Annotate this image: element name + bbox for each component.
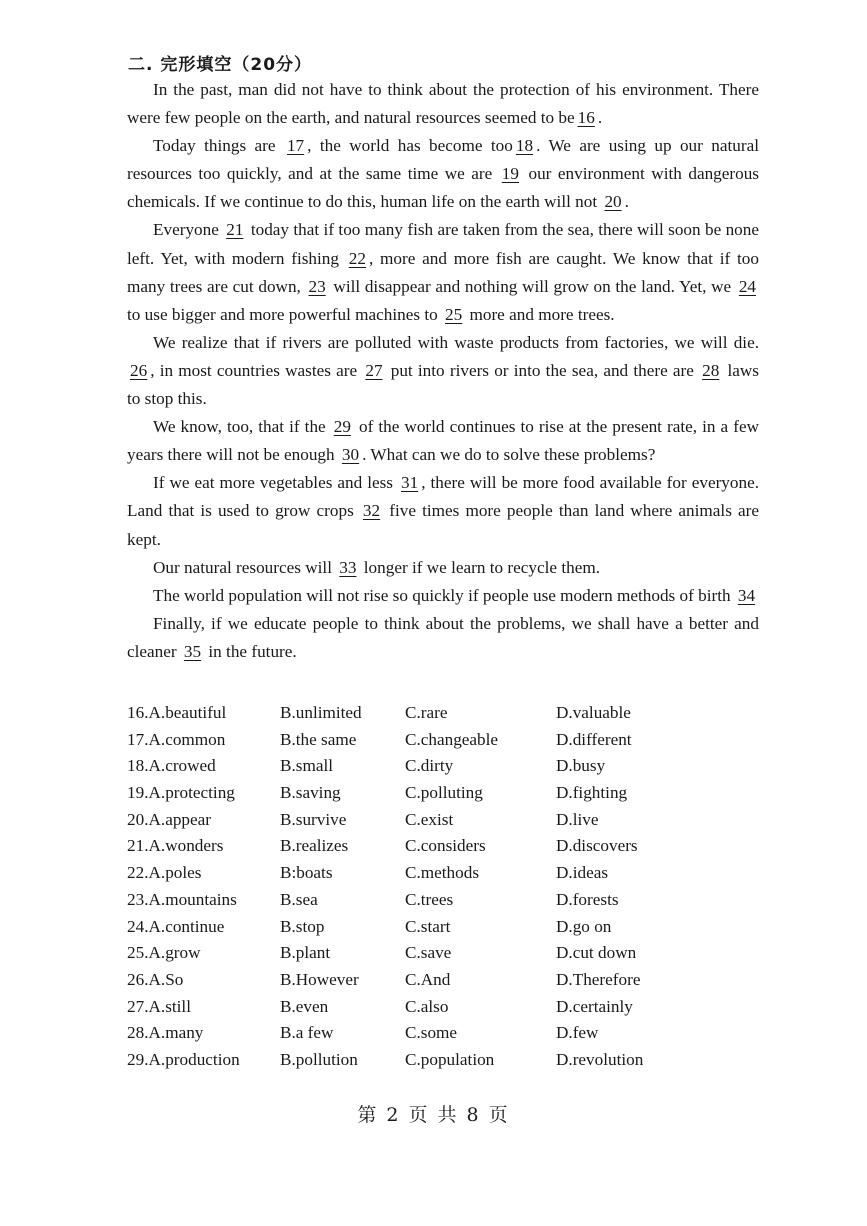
option-a: 21.A.wonders [127, 836, 224, 856]
option-row [127, 780, 767, 807]
option-c: C.methods [405, 863, 480, 883]
blank-number: 21 [226, 220, 244, 240]
option-b: B.saving [280, 783, 341, 803]
option-c: C.start [405, 916, 451, 936]
answer-options [127, 700, 767, 1074]
blank-number: 26 [130, 360, 148, 380]
option-row [127, 940, 767, 967]
option-d: D.different [556, 729, 632, 749]
blank-number: 17 [286, 136, 305, 156]
option-a: 17.A.common [127, 729, 226, 749]
option-b: B.survive [280, 809, 347, 829]
option-a: 20.A.appear [127, 809, 211, 829]
blank-number: 34 [737, 585, 756, 605]
option-b: B.a few [280, 1023, 334, 1043]
passage-paragraph [127, 76, 759, 132]
option-d: D.cut down [556, 943, 637, 963]
option-d: D.ideas [556, 863, 609, 883]
blank-number: 35 [183, 641, 202, 661]
passage-text: Today things are [153, 136, 284, 156]
passage-paragraph [127, 413, 759, 469]
option-d: D.revolution [556, 1049, 644, 1069]
passage-text: . We are using up our natural resources too quickly, and at the same time we are [127, 136, 759, 184]
option-b: B.even [280, 996, 329, 1016]
option-row [127, 887, 767, 914]
option-b: B.realizes [280, 836, 349, 856]
option-b: B.sea [280, 889, 318, 909]
option-b: B.small [280, 756, 333, 776]
passage-text: . [624, 192, 629, 212]
option-row [127, 807, 767, 834]
option-d: D.Therefore [556, 969, 641, 989]
passage-text: The world population will not rise so quickly if people use modern methods of birth [153, 585, 735, 605]
option-a: 19.A.protecting [127, 783, 235, 803]
passage-paragraph [127, 132, 759, 216]
option-a: 27.A.still [127, 996, 191, 1016]
option-row [127, 860, 767, 887]
passage-paragraph [127, 469, 759, 553]
passage-text: , the world has become too [307, 136, 513, 156]
option-a: 25.A.grow [127, 943, 201, 963]
option-d: D.go on [556, 916, 612, 936]
blank-number: 24 [738, 276, 756, 296]
option-b: B.the same [280, 729, 357, 749]
cloze-passage [127, 76, 759, 666]
option-c: C.rare [405, 703, 448, 722]
passage-text: more and more trees. [465, 304, 615, 324]
option-row [127, 700, 767, 727]
section-title: 二. 完形填空（20分） [128, 55, 313, 75]
passage-paragraph [127, 329, 759, 413]
passage-text: today that if too many fish are taken from the sea, there will soon be none left. Yet, with modern fishing [127, 220, 759, 268]
option-c: C.dirty [405, 756, 454, 776]
option-d: D.live [556, 809, 599, 829]
passage-text: Everyone [153, 220, 224, 240]
passage-text: five times more people than land where animals are kept. [127, 501, 760, 549]
passage-text: We realize that if rivers are polluted with waste products from factories, we will die. [153, 332, 759, 352]
blank-number: 22 [348, 248, 366, 268]
option-a: 22.A.poles [127, 863, 202, 883]
passage-text: , in most countries wastes are [150, 360, 363, 380]
option-b: B:boats [280, 863, 333, 883]
blank-number: 23 [308, 276, 326, 296]
option-c: C.trees [405, 889, 454, 909]
passage-text: In the past, man did not have to think about the protection of his environment. There were few people on the earth, and natural resources seemed to be [127, 80, 759, 128]
blank-number: 25 [445, 304, 463, 324]
blank-number: 16 [577, 108, 595, 128]
passage-text: laws to stop this. [127, 360, 759, 409]
option-b: B.pollution [280, 1049, 358, 1069]
passage-text: . [597, 108, 603, 128]
page-footer: 第 2 页 共 8 页 [357, 1104, 510, 1126]
option-a: 26.A.So [127, 969, 184, 989]
passage-text: longer if we learn to recycle them. [359, 557, 600, 577]
blank-number: 27 [365, 360, 383, 380]
option-c: C.population [405, 1049, 495, 1069]
blank-number: 20 [604, 192, 622, 212]
option-d: D.discovers [556, 836, 638, 856]
option-b: B.However [280, 969, 359, 989]
option-row [127, 994, 767, 1021]
option-c: C.save [405, 943, 452, 963]
passage-paragraph [127, 610, 759, 666]
passage-text: , more and more fish are caught. We know that if too many trees are cut down, [127, 248, 759, 296]
option-a: 29.A.production [127, 1049, 240, 1069]
option-row [127, 1020, 767, 1047]
passage-paragraph [127, 554, 759, 582]
option-c: C.considers [405, 836, 486, 856]
option-c: C.some [405, 1023, 458, 1043]
blank-number: 31 [401, 473, 419, 493]
blank-number: 33 [339, 557, 357, 577]
option-row [127, 727, 767, 754]
passage-paragraph [127, 216, 759, 328]
passage-text: Finally, if we educate people to think about the problems, we shall have a better and cleaner [127, 613, 759, 661]
option-a: 23.A.mountains [127, 889, 237, 909]
blank-number: 18 [515, 136, 534, 156]
option-c: C.And [405, 969, 451, 989]
option-d: D.few [556, 1023, 599, 1043]
option-d: D.certainly [556, 996, 633, 1016]
option-row [127, 914, 767, 941]
blank-number: 32 [362, 501, 381, 521]
passage-text: our environment with dangerous chemicals. If we continue to do this, human life on the earth will not [127, 164, 759, 212]
option-a: 28.A.many [127, 1023, 204, 1043]
passage-text: We know, too, that if the [153, 417, 331, 437]
blank-number: 28 [702, 360, 720, 380]
passage-text: in the future. [204, 641, 297, 661]
option-row [127, 1047, 767, 1074]
blank-number: 30 [341, 445, 360, 465]
option-a: 24.A.continue [127, 916, 225, 936]
passage-paragraph [127, 582, 759, 610]
option-row [127, 753, 767, 780]
option-row [127, 833, 767, 860]
passage-text: , there will be more food available for everyone. Land that is used to grow crops [127, 473, 759, 521]
passage-text: of the world continues to rise at the present rate, in a few years there will not be enough [127, 417, 759, 465]
option-d: D.fighting [556, 783, 628, 803]
option-c: C.polluting [405, 783, 483, 803]
option-b: B.stop [280, 916, 325, 936]
option-c: C.exist [405, 809, 454, 829]
option-a: 18.A.crowed [127, 756, 216, 776]
option-row [127, 967, 767, 994]
blank-number: 29 [333, 417, 351, 437]
option-a: 16.A.beautiful [127, 703, 227, 722]
option-d: D.busy [556, 756, 606, 776]
option-b: B.unlimited [280, 703, 362, 722]
passage-text: to use bigger and more powerful machines to [127, 304, 443, 324]
passage-text: Our natural resources will [153, 557, 337, 577]
option-d: D.valuable [556, 703, 631, 722]
option-d: D.forests [556, 889, 619, 909]
passage-text: will disappear and nothing will grow on the land. Yet, we [328, 276, 736, 296]
passage-text: put into rivers or into the sea, and there are [385, 360, 700, 380]
option-b: B.plant [280, 943, 331, 963]
option-c: C.changeable [405, 729, 499, 749]
option-c: C.also [405, 996, 449, 1016]
passage-text: . What can we do to solve these problems? [362, 445, 656, 465]
blank-number: 19 [501, 164, 519, 184]
passage-text: If we eat more vegetables and less [153, 473, 398, 493]
